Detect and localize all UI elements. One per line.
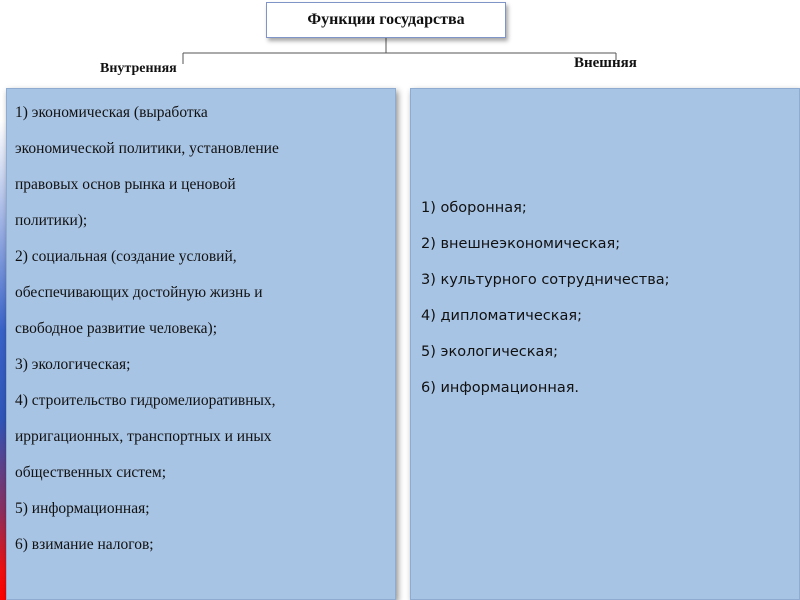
external-line: 6) информационная.: [421, 380, 580, 396]
internal-line: 1) экономическая (выработка: [15, 104, 208, 121]
internal-line: обеспечивающих достойную жизнь и: [15, 284, 263, 301]
internal-line: ирригационных, транспортных и иных: [15, 428, 272, 445]
external-line: 2) внешнеэкономическая;: [421, 236, 621, 252]
internal-functions-panel: [6, 88, 396, 600]
internal-line: политики);: [15, 212, 88, 229]
internal-line: свободное развитие человека);: [15, 320, 218, 337]
external-functions-panel: [410, 88, 800, 600]
internal-line: 5) информационная;: [15, 500, 150, 517]
internal-line: правовых основ рынка и ценовой: [15, 176, 236, 193]
internal-line: 2) социальная (создание условий,: [15, 248, 237, 265]
internal-line: 4) строительство гидромелиоративных,: [15, 392, 276, 409]
external-line: 3) культурного сотрудничества;: [421, 272, 670, 288]
diagram-title: Функции государства: [266, 2, 506, 38]
internal-branch-label: Внутренняя: [100, 61, 177, 76]
internal-line: общественных систем;: [15, 464, 167, 481]
external-line: 5) экологическая;: [421, 344, 558, 360]
external-line: 1) оборонная;: [421, 200, 527, 216]
internal-line: экономической политики, установление: [15, 140, 279, 157]
internal-line: 3) экологическая;: [15, 356, 131, 373]
external-branch-label: Внешняя: [574, 55, 637, 71]
external-line: 4) дипломатическая;: [421, 308, 582, 324]
internal-line: 6) взимание налогов;: [15, 536, 154, 553]
